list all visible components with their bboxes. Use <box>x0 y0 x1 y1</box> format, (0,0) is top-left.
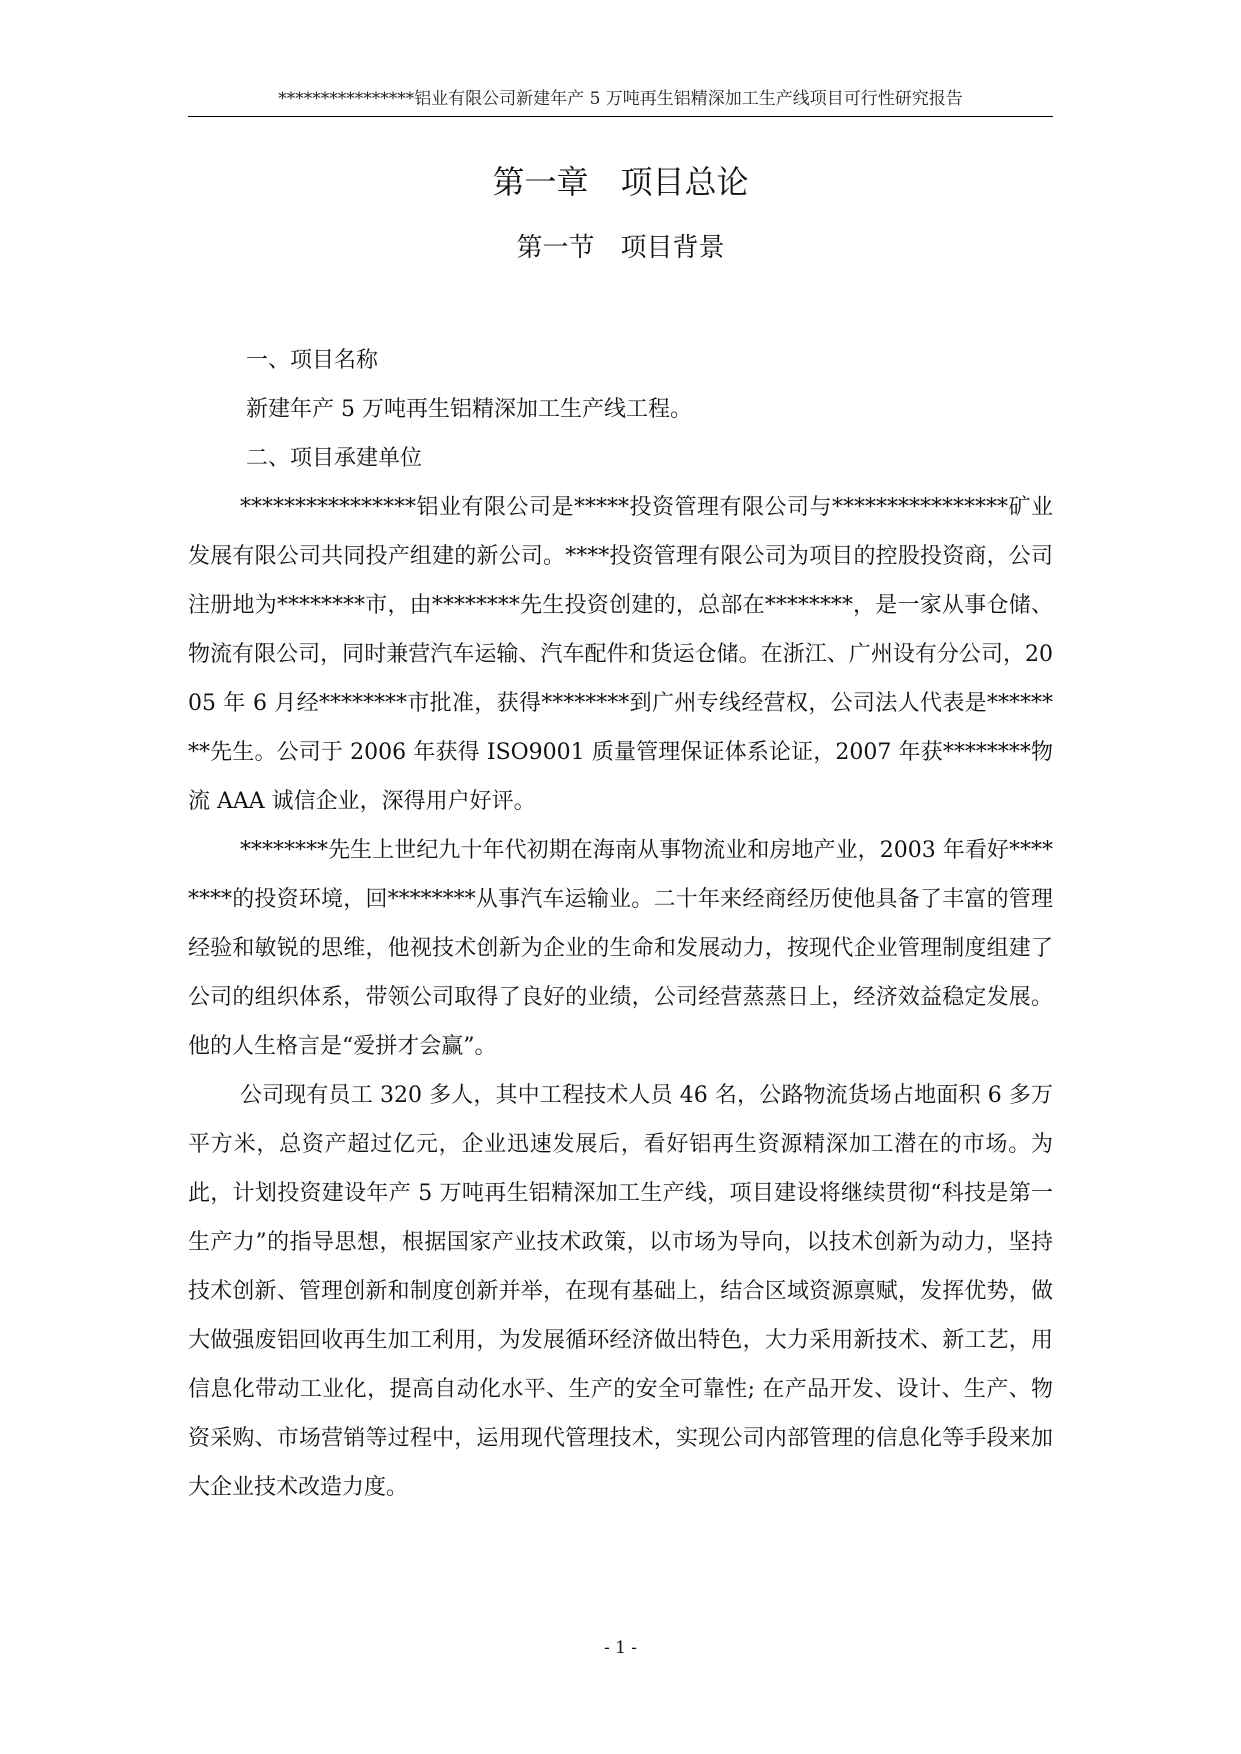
running-header: ****************铝业有限公司新建年产 5 万吨再生铝精深加工生产线项目可行性研究报告 <box>278 89 963 109</box>
header-divider <box>188 116 1053 117</box>
section-title: 第一节 项目背景 <box>516 233 725 263</box>
paragraph-company-plan: 公司现有员工 320 多人，其中工程技术人员 46 名，公路物流货场占地面积 6 多万平方米，总资产超过亿元，企业迅速发展后，看好铝再生资源精深加工潜在的市场。为此，计划投资建设年产 5 万吨再生铝精深加工生产线，项目建设将继续贯彻“科技是第一生产力”的指导思想，根据国家产业技术政策，以市场为导向，以技术创新为动力，坚持技术创新、管理创新和制度创新并举，在现有基础上，结合区域资源禀赋，发挥优势，做大做强废铝回收再生加工利用，为发展循环经济做出特色，大力采用新技术、新工艺，用信息化带动工业化，提高自动化水平、生产的安全可靠性; 在产品开发、设计、生产、物资采购、市场营销等过程中，运用现代管理技术，实现公司内部管理的信息化等手段来加大企业技术改造力度。 <box>188 1083 1053 1500</box>
chapter-title: 第一章 项目总论 <box>492 163 749 201</box>
section-heading-construction-unit: 二、项目承建单位 <box>246 446 423 471</box>
paragraph-project-name: 新建年产 5 万吨再生铝精深加工生产线工程。 <box>246 397 692 422</box>
paragraph-company-intro: ****************铝业有限公司是*****投资管理有限公司与****************矿业发展有限公司共同投产组建的新公司。****投资管理有限公司为项目的控股投资商，公司注册地为********市，由********先生投资创建的，总部在********，是一家从事仓储、物流有限公司，同时兼营汽车运输、汽车配件和货运仓储。在浙江、广州设有分公司，2005 年 6 月经********市批准，获得********到广州专线经营权，公司法人代表是********先生。公司于 2006 年获得 ISO9001 质量管理保证体系论证，2007 年获********物流 AAA 诚信企业，深得用户好评。 <box>188 495 1053 814</box>
page-number: - 1 - <box>603 1638 638 1658</box>
paragraph-founder: ********先生上世纪九十年代初期在海南从事物流业和房地产业，2003 年看好********的投资环境，回********从事汽车运输业。二十年来经商经历使他具备了丰富的管理经验和敏锐的思维，他视技术创新为企业的生命和发展动力，按现代企业管理制度组建了公司的组织体系，带领公司取得了良好的业绩，公司经营蒸蒸日上，经济效益稳定发展。他的人生格言是“爱拼才会赢”。 <box>188 838 1053 1059</box>
document-body <box>188 336 1053 1512</box>
section-heading-project-name: 一、项目名称 <box>246 348 379 373</box>
